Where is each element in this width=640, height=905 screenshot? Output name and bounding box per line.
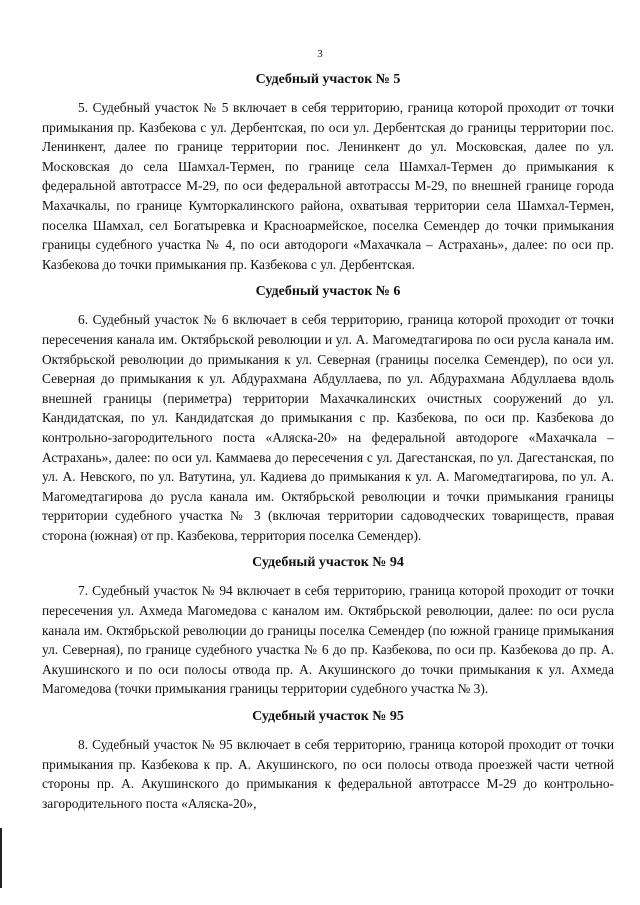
section-paragraph: 8. Судебный участок № 95 включает в себя территорию, граница которой проходит от точки примыкания пр. Казбекова к пр. А. Акушинского, по оси полосы отвода проезжей части четной стороны пр. А. Акушинского до примыкания к федеральной автотрассе М-29 до контрольно-загородительного поста «Аляска-20», bbox=[42, 737, 614, 811]
section-court-district-95 bbox=[42, 707, 614, 813]
page-number: 3 bbox=[317, 48, 323, 60]
section-court-district-6 bbox=[42, 282, 614, 545]
section-paragraph: 6. Судебный участок № 6 включает в себя территорию, граница которой проходит от точки пересечения канала им. Октябрьской революции и ул. А. Магомедтагирова по оси русла канала им. Октябрьской революции до примыкания к ул. Северная (границы поселка Семендер), по оси ул. Северная до примыкания к ул. Абдурахмана Абдуллаева, по ул. Абдурахмана Абдуллаева вдоль внешней границы (периметра) территории Махачкалинских очистных сооружений до ул. Кандидатская, по ул. Кандидатская до примыкания с пр. Казбекова, по оси пр. Казбекова до контрольно-загородительного поста «Аляска-20» на федеральной автодороге «Махачкала – Астрахань», далее: по оси ул. Каммаева до пересечения с ул. Дагестанская, по ул. Дагестанская, по ул. А. Невского, по ул. Ватутина, ул. Кадиева до примыкания к ул. А. Магомедтагирова, по ул. А. Магомедтагирова до русла канала им. Октябрьской революции и точки примыкания границы территории судебного участка № 3 (включая территории садоводческих товариществ, правая сторона (южная) от пр. Казбекова, территория поселка Семендер). bbox=[42, 312, 614, 543]
section-court-district-5 bbox=[42, 70, 614, 274]
section-heading: Судебный участок № 94 bbox=[252, 555, 404, 571]
section-paragraph: 5. Судебный участок № 5 включает в себя территорию, граница которой проходит от точки примыкания пр. Казбекова с ул. Дербентская, по оси ул. Дербентская до границы территории пос. Ленинкент, далее по границе территории пос. Ленинкент до ул. Московская, далее по ул. Московская до села Шамхал-Термен, по границе села Шамхал-Термен до примыкания к федеральной автотрассе М-29, по оси федеральной автотрассы М-29, по внешней границе города Махачкалы, по границе Кумторкалинского района, охватывая территории села Шамхал-Термен, поселка Шамхал, сел Богатыревка и Красноармейское, поселка Семендер до точки примыкания границы судебного участка № 4, по оси автодороги «Махачкала – Астрахань», далее: по оси пр. Казбекова до точки примыкания пр. Казбекова с ул. Дербентская. bbox=[42, 100, 614, 272]
scan-edge-mark bbox=[0, 828, 2, 888]
section-paragraph: 7. Судебный участок № 94 включает в себя территорию, граница которой проходит от точки пересечения ул. Ахмеда Магомедова с каналом им. Октябрьской революции, далее: по оси русла канала им. Октябрьской революции до границы поселка Семендер (по южной границе примыкания ул. Северная), по границе судебного участка № 6 до пр. Казбекова, по оси пр. Казбекова до пр. А. Акушинского и по оси полосы отвода пр. А. Акушинского до точки примыкания к ул. Ахмеда Магомедова (точки примыкания границы территории судебного участка № 3). bbox=[42, 583, 614, 697]
document-body bbox=[42, 66, 614, 821]
section-heading: Судебный участок № 6 bbox=[255, 284, 401, 300]
section-heading: Судебный участок № 95 bbox=[252, 709, 404, 725]
section-court-district-94 bbox=[42, 553, 614, 699]
section-heading: Судебный участок № 5 bbox=[255, 72, 401, 87]
